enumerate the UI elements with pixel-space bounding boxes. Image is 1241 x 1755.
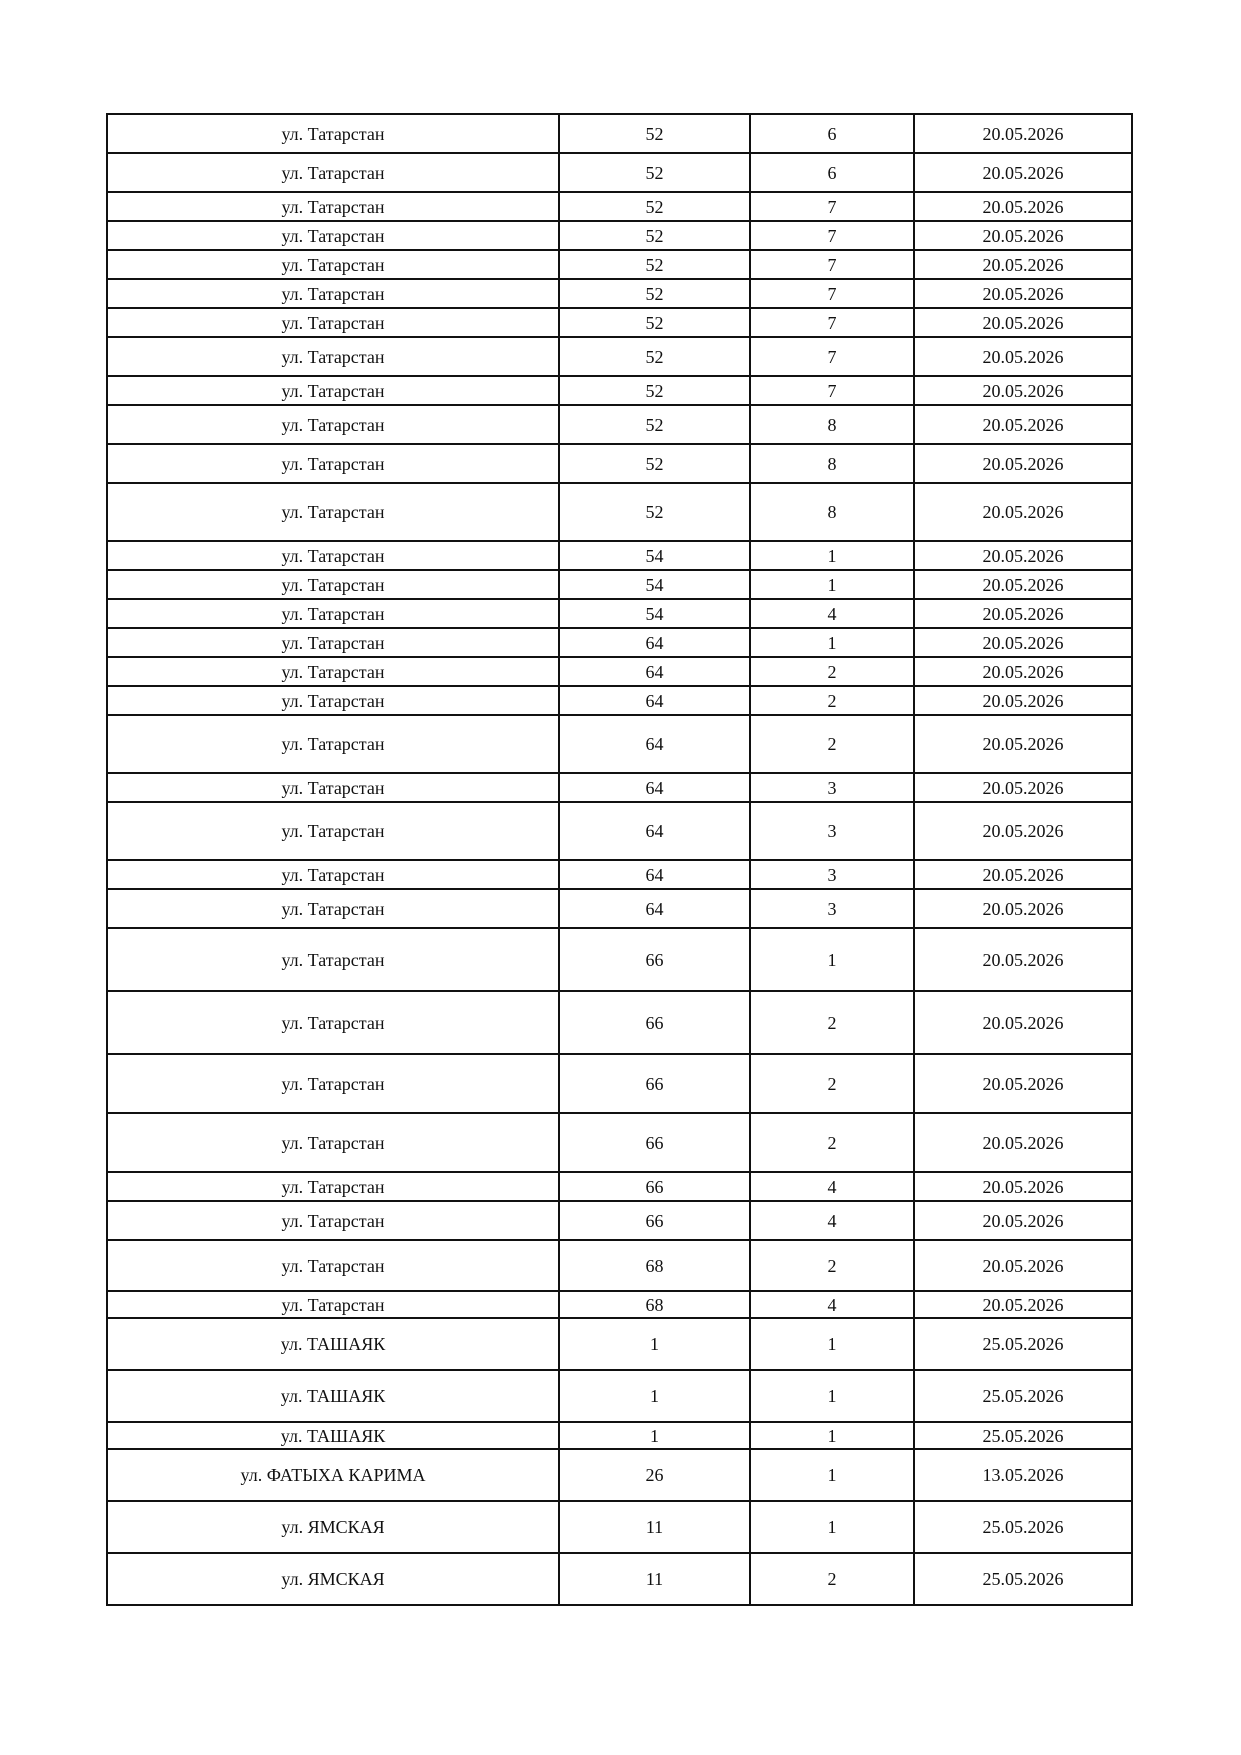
entrance-cell: 7 <box>750 192 914 221</box>
entrance-cell: 3 <box>750 860 914 889</box>
table-row <box>107 889 1132 928</box>
date-cell: 25.05.2026 <box>914 1318 1132 1370</box>
street-cell: ул. Татарстан <box>107 221 559 250</box>
date-cell: 20.05.2026 <box>914 1054 1132 1113</box>
entrance-cell: 2 <box>750 1240 914 1291</box>
house-number-cell: 68 <box>559 1240 750 1291</box>
street-cell: ул. ЯМСКАЯ <box>107 1501 559 1553</box>
table-row <box>107 657 1132 686</box>
street-cell: ул. ЯМСКАЯ <box>107 1553 559 1605</box>
table-row <box>107 773 1132 802</box>
date-cell: 20.05.2026 <box>914 686 1132 715</box>
entrance-cell: 2 <box>750 1054 914 1113</box>
date-cell: 20.05.2026 <box>914 802 1132 860</box>
entrance-cell: 8 <box>750 405 914 444</box>
house-number-cell: 11 <box>559 1553 750 1605</box>
house-number-cell: 1 <box>559 1318 750 1370</box>
entrance-cell: 7 <box>750 337 914 376</box>
date-cell: 20.05.2026 <box>914 889 1132 928</box>
house-number-cell: 52 <box>559 444 750 483</box>
date-cell: 20.05.2026 <box>914 192 1132 221</box>
house-number-cell: 64 <box>559 628 750 657</box>
table-row <box>107 715 1132 773</box>
date-cell: 13.05.2026 <box>914 1449 1132 1501</box>
entrance-cell: 6 <box>750 153 914 192</box>
table-row <box>107 1113 1132 1172</box>
house-number-cell: 52 <box>559 405 750 444</box>
date-cell: 20.05.2026 <box>914 1113 1132 1172</box>
date-cell: 20.05.2026 <box>914 860 1132 889</box>
house-number-cell: 1 <box>559 1370 750 1422</box>
street-cell: ул. Татарстан <box>107 1054 559 1113</box>
table-row <box>107 279 1132 308</box>
date-cell: 20.05.2026 <box>914 991 1132 1054</box>
street-cell: ул. Татарстан <box>107 628 559 657</box>
table-row <box>107 250 1132 279</box>
date-cell: 20.05.2026 <box>914 376 1132 405</box>
date-cell: 20.05.2026 <box>914 444 1132 483</box>
entrance-cell: 2 <box>750 991 914 1054</box>
house-number-cell: 1 <box>559 1422 750 1449</box>
street-cell: ул. Татарстан <box>107 570 559 599</box>
address-table <box>106 113 1133 1606</box>
date-cell: 20.05.2026 <box>914 657 1132 686</box>
street-cell: ул. Татарстан <box>107 308 559 337</box>
house-number-cell: 66 <box>559 1201 750 1240</box>
date-cell: 20.05.2026 <box>914 279 1132 308</box>
table-row <box>107 541 1132 570</box>
street-cell: ул. Татарстан <box>107 444 559 483</box>
entrance-cell: 1 <box>750 1422 914 1449</box>
street-cell: ул. ФАТЫХА КАРИМА <box>107 1449 559 1501</box>
entrance-cell: 6 <box>750 114 914 153</box>
street-cell: ул. Татарстан <box>107 1240 559 1291</box>
date-cell: 25.05.2026 <box>914 1501 1132 1553</box>
table-row <box>107 192 1132 221</box>
table-row <box>107 628 1132 657</box>
street-cell: ул. Татарстан <box>107 889 559 928</box>
entrance-cell: 1 <box>750 1318 914 1370</box>
street-cell: ул. Татарстан <box>107 153 559 192</box>
street-cell: ул. Татарстан <box>107 802 559 860</box>
street-cell: ул. Татарстан <box>107 773 559 802</box>
house-number-cell: 68 <box>559 1291 750 1318</box>
date-cell: 20.05.2026 <box>914 773 1132 802</box>
table-row <box>107 483 1132 541</box>
entrance-cell: 1 <box>750 628 914 657</box>
street-cell: ул. Татарстан <box>107 1172 559 1201</box>
date-cell: 20.05.2026 <box>914 153 1132 192</box>
house-number-cell: 26 <box>559 1449 750 1501</box>
house-number-cell: 52 <box>559 483 750 541</box>
street-cell: ул. Татарстан <box>107 405 559 444</box>
entrance-cell: 7 <box>750 376 914 405</box>
entrance-cell: 7 <box>750 279 914 308</box>
house-number-cell: 64 <box>559 860 750 889</box>
table-row <box>107 599 1132 628</box>
house-number-cell: 54 <box>559 541 750 570</box>
entrance-cell: 3 <box>750 802 914 860</box>
house-number-cell: 52 <box>559 192 750 221</box>
house-number-cell: 66 <box>559 991 750 1054</box>
street-cell: ул. ТАШАЯК <box>107 1370 559 1422</box>
entrance-cell: 1 <box>750 1449 914 1501</box>
street-cell: ул. Татарстан <box>107 657 559 686</box>
house-number-cell: 66 <box>559 1113 750 1172</box>
street-cell: ул. Татарстан <box>107 991 559 1054</box>
document-sheet <box>106 113 1131 1606</box>
house-number-cell: 64 <box>559 715 750 773</box>
street-cell: ул. Татарстан <box>107 483 559 541</box>
house-number-cell: 52 <box>559 337 750 376</box>
table-row <box>107 114 1132 153</box>
table-row <box>107 221 1132 250</box>
table-row <box>107 405 1132 444</box>
street-cell: ул. Татарстан <box>107 860 559 889</box>
entrance-cell: 1 <box>750 1370 914 1422</box>
house-number-cell: 66 <box>559 928 750 991</box>
entrance-cell: 1 <box>750 570 914 599</box>
table-row <box>107 376 1132 405</box>
entrance-cell: 2 <box>750 1113 914 1172</box>
house-number-cell: 52 <box>559 279 750 308</box>
date-cell: 20.05.2026 <box>914 405 1132 444</box>
date-cell: 20.05.2026 <box>914 483 1132 541</box>
house-number-cell: 52 <box>559 308 750 337</box>
street-cell: ул. Татарстан <box>107 1113 559 1172</box>
street-cell: ул. ТАШАЯК <box>107 1318 559 1370</box>
house-number-cell: 52 <box>559 153 750 192</box>
entrance-cell: 1 <box>750 1501 914 1553</box>
house-number-cell: 64 <box>559 657 750 686</box>
street-cell: ул. Татарстан <box>107 541 559 570</box>
table-row <box>107 1553 1132 1605</box>
entrance-cell: 7 <box>750 250 914 279</box>
entrance-cell: 4 <box>750 1291 914 1318</box>
date-cell: 20.05.2026 <box>914 928 1132 991</box>
house-number-cell: 52 <box>559 221 750 250</box>
table-row <box>107 1422 1132 1449</box>
date-cell: 25.05.2026 <box>914 1422 1132 1449</box>
date-cell: 20.05.2026 <box>914 715 1132 773</box>
table-row <box>107 308 1132 337</box>
table-row <box>107 928 1132 991</box>
table-row <box>107 1501 1132 1553</box>
date-cell: 25.05.2026 <box>914 1370 1132 1422</box>
entrance-cell: 3 <box>750 889 914 928</box>
table-row <box>107 1054 1132 1113</box>
street-cell: ул. Татарстан <box>107 114 559 153</box>
house-number-cell: 54 <box>559 599 750 628</box>
date-cell: 20.05.2026 <box>914 570 1132 599</box>
house-number-cell: 52 <box>559 376 750 405</box>
entrance-cell: 1 <box>750 541 914 570</box>
date-cell: 20.05.2026 <box>914 114 1132 153</box>
table-row <box>107 1201 1132 1240</box>
street-cell: ул. Татарстан <box>107 715 559 773</box>
house-number-cell: 52 <box>559 114 750 153</box>
street-cell: ул. Татарстан <box>107 686 559 715</box>
entrance-cell: 2 <box>750 715 914 773</box>
date-cell: 20.05.2026 <box>914 599 1132 628</box>
street-cell: ул. Татарстан <box>107 279 559 308</box>
street-cell: ул. Татарстан <box>107 1201 559 1240</box>
street-cell: ул. Татарстан <box>107 1291 559 1318</box>
entrance-cell: 4 <box>750 1201 914 1240</box>
entrance-cell: 7 <box>750 221 914 250</box>
house-number-cell: 64 <box>559 889 750 928</box>
entrance-cell: 2 <box>750 1553 914 1605</box>
entrance-cell: 3 <box>750 773 914 802</box>
entrance-cell: 8 <box>750 483 914 541</box>
street-cell: ул. Татарстан <box>107 250 559 279</box>
entrance-cell: 2 <box>750 686 914 715</box>
table-row <box>107 153 1132 192</box>
entrance-cell: 1 <box>750 928 914 991</box>
table-row <box>107 1318 1132 1370</box>
entrance-cell: 2 <box>750 657 914 686</box>
house-number-cell: 11 <box>559 1501 750 1553</box>
street-cell: ул. ТАШАЯК <box>107 1422 559 1449</box>
table-row <box>107 337 1132 376</box>
house-number-cell: 64 <box>559 802 750 860</box>
date-cell: 20.05.2026 <box>914 1291 1132 1318</box>
house-number-cell: 64 <box>559 773 750 802</box>
entrance-cell: 8 <box>750 444 914 483</box>
table-row <box>107 860 1132 889</box>
date-cell: 20.05.2026 <box>914 1201 1132 1240</box>
table-row <box>107 1291 1132 1318</box>
table-row <box>107 1172 1132 1201</box>
table-row <box>107 570 1132 599</box>
table-row <box>107 991 1132 1054</box>
street-cell: ул. Татарстан <box>107 599 559 628</box>
street-cell: ул. Татарстан <box>107 337 559 376</box>
house-number-cell: 52 <box>559 250 750 279</box>
table-row <box>107 802 1132 860</box>
table-row <box>107 1240 1132 1291</box>
street-cell: ул. Татарстан <box>107 928 559 991</box>
entrance-cell: 4 <box>750 1172 914 1201</box>
date-cell: 20.05.2026 <box>914 628 1132 657</box>
date-cell: 20.05.2026 <box>914 1240 1132 1291</box>
table-row <box>107 1449 1132 1501</box>
table-row <box>107 1370 1132 1422</box>
table-row <box>107 444 1132 483</box>
date-cell: 20.05.2026 <box>914 308 1132 337</box>
date-cell: 20.05.2026 <box>914 250 1132 279</box>
house-number-cell: 66 <box>559 1054 750 1113</box>
date-cell: 20.05.2026 <box>914 221 1132 250</box>
address-table-body <box>107 114 1132 1605</box>
entrance-cell: 7 <box>750 308 914 337</box>
table-row <box>107 686 1132 715</box>
date-cell: 25.05.2026 <box>914 1553 1132 1605</box>
street-cell: ул. Татарстан <box>107 376 559 405</box>
date-cell: 20.05.2026 <box>914 1172 1132 1201</box>
house-number-cell: 66 <box>559 1172 750 1201</box>
house-number-cell: 64 <box>559 686 750 715</box>
entrance-cell: 4 <box>750 599 914 628</box>
date-cell: 20.05.2026 <box>914 541 1132 570</box>
date-cell: 20.05.2026 <box>914 337 1132 376</box>
house-number-cell: 54 <box>559 570 750 599</box>
street-cell: ул. Татарстан <box>107 192 559 221</box>
